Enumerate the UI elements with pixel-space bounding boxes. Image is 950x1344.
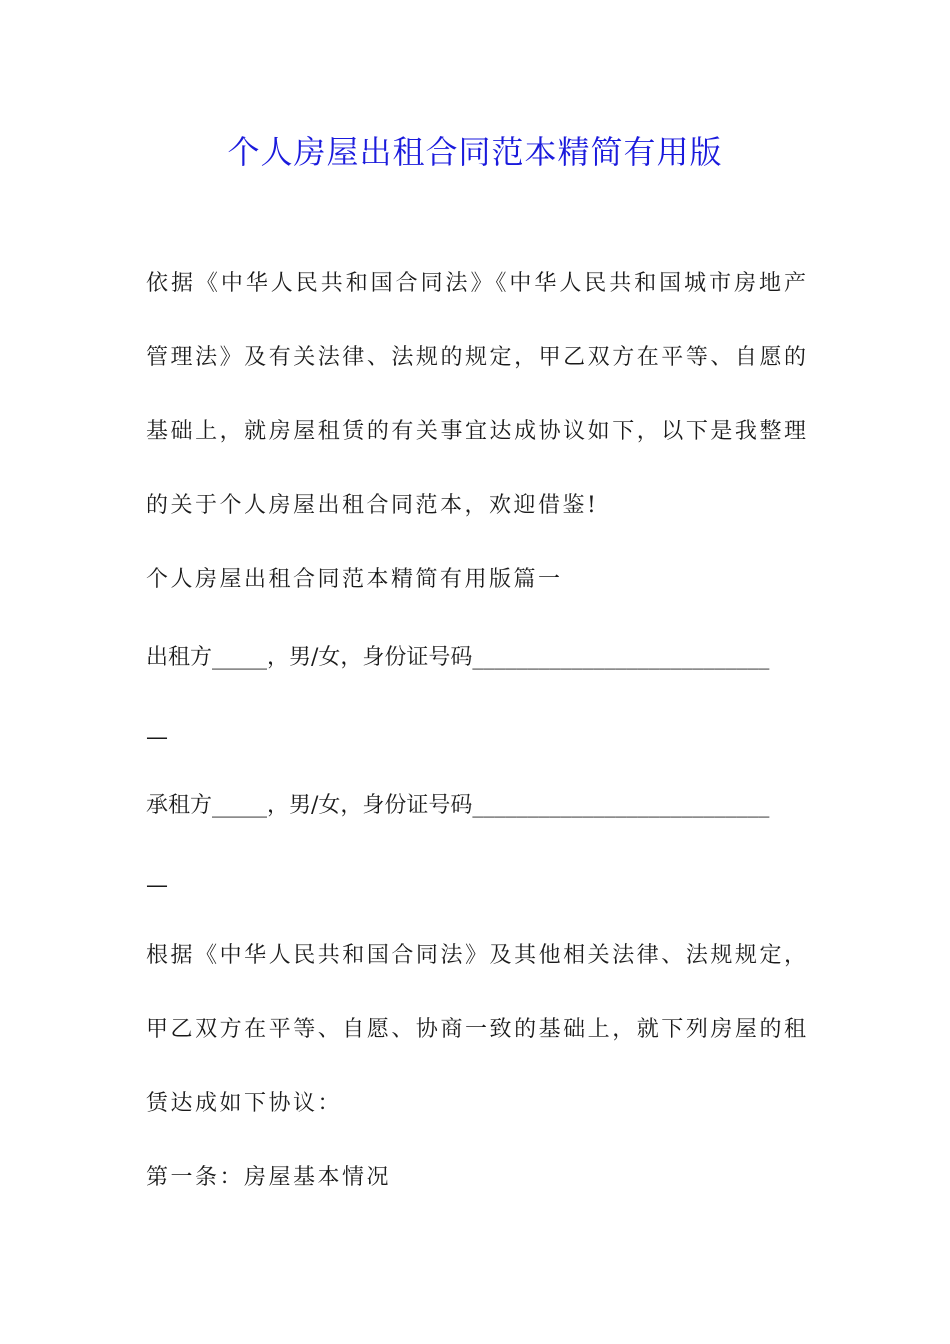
document-title: 个人房屋出租合同范本精简有用版 — [227, 133, 723, 171]
section-heading: 个人房屋出租合同范本精简有用版篇一 — [146, 567, 563, 592]
intro-line-2: 管理法》及有关法律、法规的规定，甲乙双方在平等、自愿的 — [146, 345, 806, 370]
intro-line-3: 基础上，就房屋租赁的有关事宜达成协议如下，以下是我整理 — [146, 419, 806, 444]
lessee-continuation: — — [146, 873, 168, 898]
lessor-line: 出租方_____，男/女，身份证号码___________________________ — [146, 645, 770, 670]
lessee-line: 承租方_____，男/女，身份证号码___________________________ — [146, 793, 770, 818]
article-one-heading: 第一条：房屋基本情况 — [146, 1165, 392, 1190]
agreement-line-1: 根据《中华人民共和国合同法》及其他相关法律、法规规定， — [146, 943, 806, 968]
agreement-line-2: 甲乙双方在平等、自愿、协商一致的基础上，就下列房屋的租 — [146, 1017, 806, 1042]
intro-line-1: 依据《中华人民共和国合同法》《中华人民共和国城市房地产 — [146, 271, 806, 296]
lessor-continuation: — — [146, 725, 168, 750]
agreement-line-3: 赁达成如下协议： — [146, 1091, 343, 1116]
intro-line-4: 的关于个人房屋出租合同范本，欢迎借鉴! — [146, 493, 599, 518]
